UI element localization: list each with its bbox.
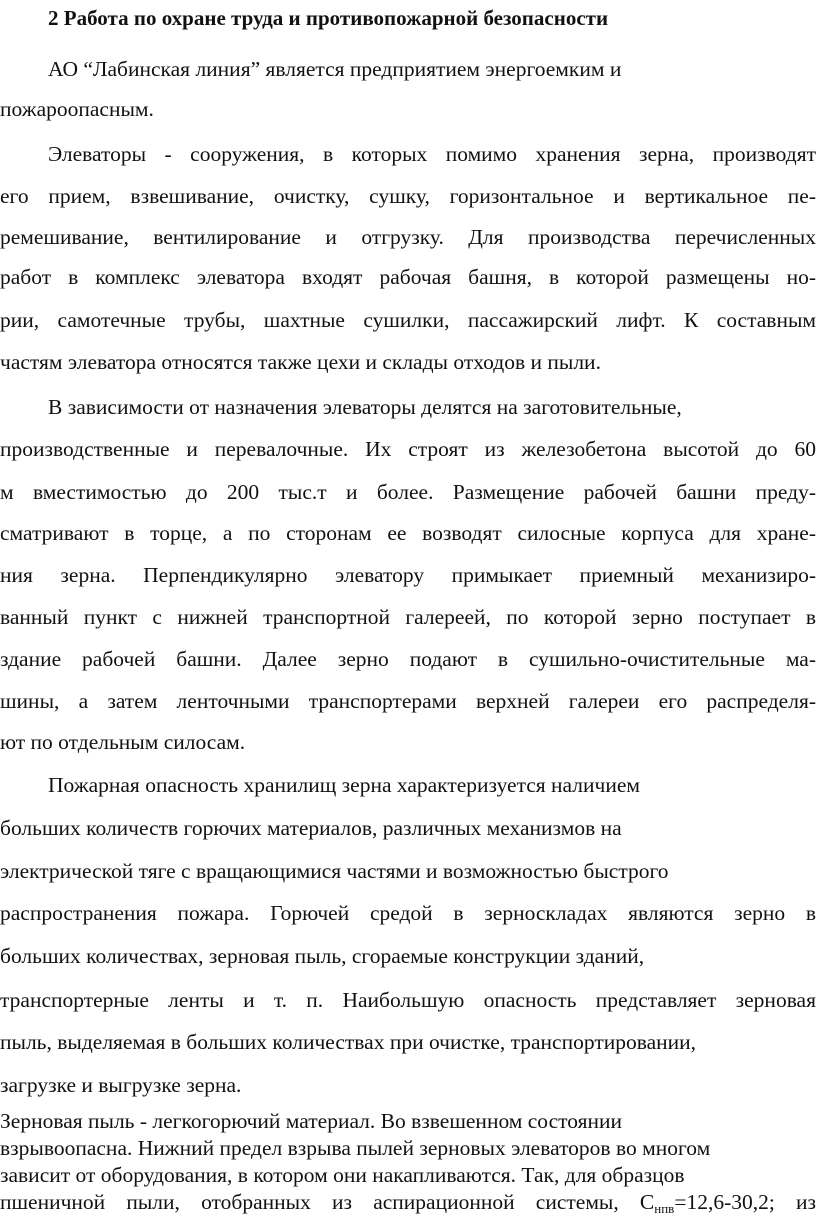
tail-line-4 bbox=[0, 1189, 816, 1215]
paragraph-4-line-4: распространения пожара. Горючей средой в зерноскладах являются зерно в bbox=[0, 901, 816, 925]
paragraph-2-line-6: частям элеватора относятся также цехи и склады отходов и пыли. bbox=[0, 350, 601, 374]
paragraph-4-line-1: Пожарная опасность хранилищ зерна характеризуется наличием bbox=[48, 773, 640, 797]
paragraph-4-line-8: загрузке и выгрузке зерна. bbox=[0, 1073, 242, 1097]
paragraph-3-line-8: шины, а затем ленточными транспортерами верхней галереи его распределя- bbox=[0, 689, 816, 713]
tail-line-4-after: =12,6-30,2; из bbox=[674, 1190, 816, 1214]
paragraph-4-line-5: больших количествах, зерновая пыль, сгораемые конструкции зданий, bbox=[0, 944, 645, 968]
paragraph-3-line-9: ют по отдельным силосам. bbox=[0, 730, 246, 754]
paragraph-4-line-7: пыль, выделяемая в больших количествах при очистке, транспортировании, bbox=[0, 1030, 697, 1054]
paragraph-3-line-4: сматривают в торце, а по сторонам ее возводят силосные корпуса для хране- bbox=[0, 521, 816, 545]
paragraph-2-line-3: ремешивание, вентилирование и отгрузку. Для производства перечисленных bbox=[0, 225, 816, 249]
tail-line-2: взрывоопасна. Нижний предел взрыва пылей зерновых элеваторов во многом bbox=[0, 1136, 711, 1160]
paragraph-1-line-1: АО “Лабинская линия” является предприятием энергоемким и bbox=[48, 57, 622, 81]
paragraph-3-line-3: м вместимостью до 200 тыс.т и более. Размещение рабочей башни преду- bbox=[0, 480, 816, 504]
tail-line-1: Зерновая пыль - легкогорючий материал. Во взвешенном состоянии bbox=[0, 1109, 622, 1133]
tail-line-4-subscript: нпв bbox=[654, 1201, 675, 1216]
paragraph-3-line-6: ванный пункт с нижней транспортной галереей, по которой зерно поступает в bbox=[0, 605, 816, 629]
paragraph-1-line-2: пожароопасным. bbox=[0, 97, 154, 121]
paragraph-4-line-2: больших количеств горючих материалов, различных механизмов на bbox=[0, 816, 622, 840]
paragraph-3-line-1: В зависимости от назначения элеваторы делятся на заготовительные, bbox=[48, 395, 682, 419]
tail-line-3: зависит от оборудования, в котором они накапливаются. Так, для образцов bbox=[0, 1163, 685, 1187]
paragraph-2-line-1: Элеваторы - сооружения, в которых помимо хранения зерна, производят bbox=[48, 142, 816, 166]
paragraph-3-line-2: производственные и перевалочные. Их строят из железобетона высотой до 60 bbox=[0, 437, 816, 461]
paragraph-4-line-6: транспортерные ленты и т. п. Наибольшую опасность представляет зерновая bbox=[0, 988, 816, 1012]
paragraph-2-line-2: его прием, взвешивание, очистку, сушку, горизонтальное и вертикальное пе- bbox=[0, 184, 816, 208]
paragraph-3-line-7: здание рабочей башни. Далее зерно подают в сушильно-очистительные ма- bbox=[0, 647, 816, 671]
paragraph-2-line-4: работ в комплекс элеватора входят рабочая башня, в которой размещены но- bbox=[0, 265, 816, 289]
paragraph-4-line-3: электрической тяге с вращающимися частями и возможностью быстрого bbox=[0, 859, 669, 883]
section-heading: 2 Работа по охране труда и противопожарной безопасности bbox=[48, 6, 609, 30]
paragraph-2-line-5: рии, самотечные трубы, шахтные сушилки, пассажирский лифт. К составным bbox=[0, 308, 816, 332]
paragraph-3-line-5: ния зерна. Перпендикулярно элеватору примыкает приемный механизиро- bbox=[0, 563, 816, 587]
tail-line-4-before: пшеничной пыли, отобранных из аспирационной системы, С bbox=[0, 1190, 655, 1214]
